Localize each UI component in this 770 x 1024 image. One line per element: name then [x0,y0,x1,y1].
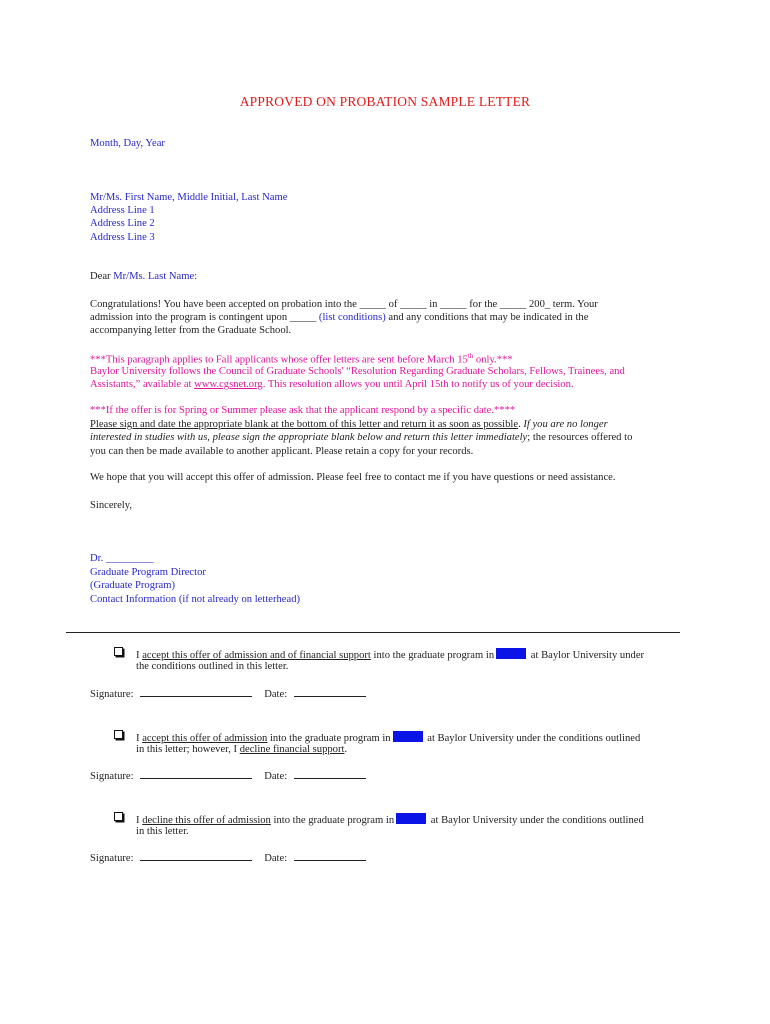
option-3-line2: in this letter. [136,826,189,837]
signature-line[interactable] [140,695,252,697]
date-line[interactable] [294,695,366,697]
signer-name: Dr. _________ [90,553,154,564]
signature-line[interactable] [140,777,252,779]
option-3-line1: I decline this offer of admission into the graduate program in at Baylor University under the conditions outlined [136,815,644,826]
divider [66,632,680,633]
option-1-line2: the conditions outlined in this letter. [136,661,289,672]
signature-row-3: Signature: Date: [90,853,366,864]
option-1-line1: I accept this offer of admission and of financial support into the graduate program in at Baylor University under [136,650,645,661]
recipient-address-line-2: Address Line 2 [90,218,155,229]
para3-line2: Please sign and date the appropriate blank at the bottom of this letter and return it as soon as possible. If you are no longer [90,419,608,430]
para4: We hope that you will accept this offer of admission. Please feel free to contact me if you have questions or need assistance. [90,472,616,483]
salutation-name: Mr/Ms. Last Name: [113,271,198,282]
para2-line1: ***This paragraph applies to Fall applicants whose offer letters are sent before March 15th only.*** [90,352,513,366]
para3-line4: you can then be made available to another applicant. Please retain a copy for your records. [90,446,474,457]
list-conditions: (list conditions) [318,312,386,323]
signer-contact: Contact Information (if not already on letterhead) [90,594,301,605]
para2-line2: Baylor University follows the Council of Graduate Schools' “Resolution Regarding Graduate Scholars, Fellows, Trainees, and [90,366,625,377]
program-name-field[interactable] [393,731,423,742]
closing: Sincerely, [90,500,132,511]
cgsnet-link[interactable]: www.cgsnet.org [194,379,263,390]
accept-with-support-checkbox[interactable] [114,647,123,656]
para1-line3: accompanying letter from the Graduate School. [90,325,292,336]
para3-line1: ***If the offer is for Spring or Summer please ask that the applicant respond by a specific date.**** [90,405,516,416]
signer-role: Graduate Program Director [90,567,206,578]
decline-offer-checkbox[interactable] [114,812,123,821]
program-name-field[interactable] [396,813,426,824]
letter-date: Month, Day, Year [90,138,165,149]
option-2-line2: in this letter; however, I decline financial support. [136,744,348,755]
para1-line1: Congratulations! You have been accepted on probation into the _____ of _____ in _____ for the _____ 200_ term. Your [90,299,598,310]
recipient-address-line-1: Address Line 1 [90,205,155,216]
accept-decline-support-checkbox[interactable] [114,730,123,739]
signature-line[interactable] [140,859,252,861]
option-2-line1: I accept this offer of admission into the graduate program in at Baylor University under the conditions outlined [136,733,641,744]
signer-program: (Graduate Program) [90,580,176,591]
date-line[interactable] [294,859,366,861]
salutation: Dear Mr/Ms. Last Name: [90,271,198,282]
recipient-address-line-3: Address Line 3 [90,232,155,243]
letter-title: APPROVED ON PROBATION SAMPLE LETTER [239,94,531,109]
para2-line3: Assistants,” available at www.cgsnet.org. This resolution allows you until April 15th to notify us of your decision. [90,379,574,390]
date-line[interactable] [294,777,366,779]
signature-row-1: Signature: Date: [90,689,366,700]
program-name-field[interactable] [496,648,526,659]
signature-row-2: Signature: Date: [90,771,366,782]
recipient-name: Mr/Ms. First Name, Middle Initial, Last Name [90,192,288,203]
para1-line2: admission into the program is contingent upon _____ (list conditions) and any conditions that may be indicated in the [90,312,589,323]
para3-line3: interested in studies with us, please sign the appropriate blank below and return this letter immediately; the resources offered to [90,432,633,443]
